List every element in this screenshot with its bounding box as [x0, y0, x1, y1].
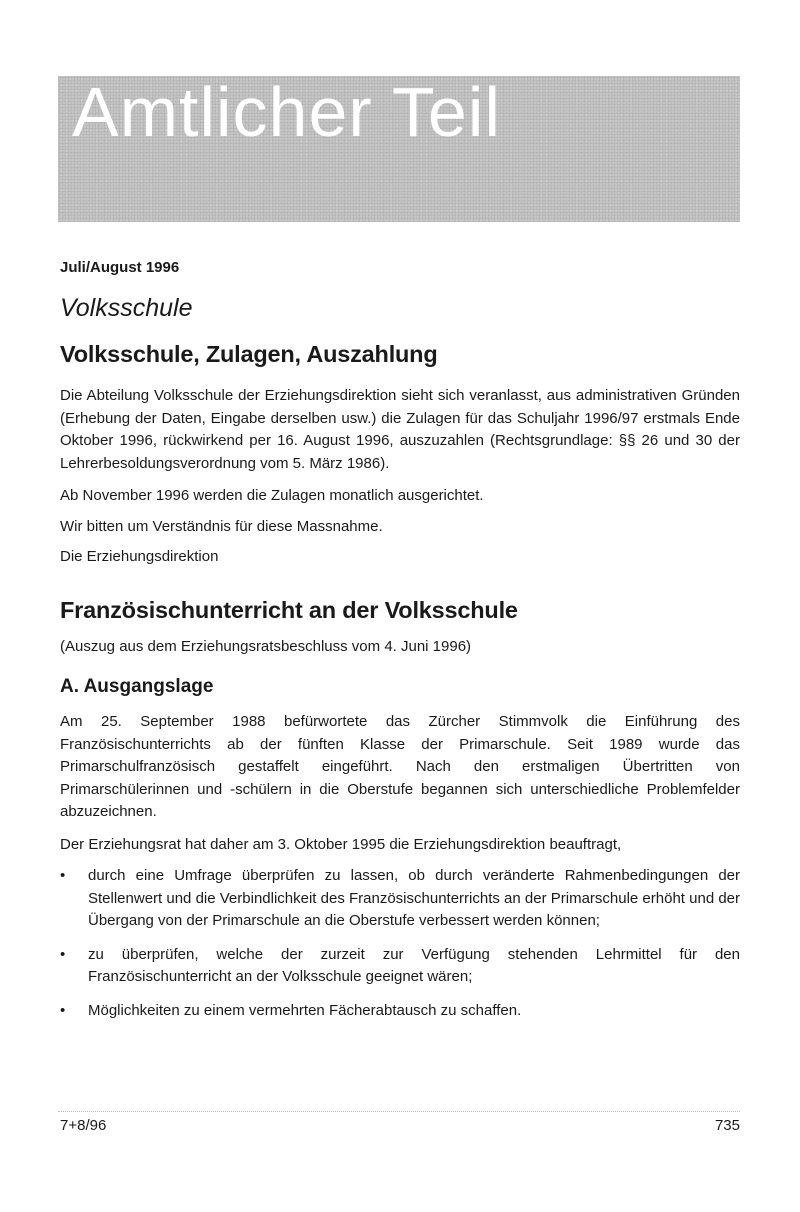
paragraph: Am 25. September 1988 befürwortete das Zürcher Stimmvolk die Einführung des Französischunterrichts ab der fünften Klasse der Primarschule. Seit 1989 wurde das Primarschulfranzösisch gestaffelt eingeführt. Nach den erstmaligen Übertritten von Primarschülerinnen und -schülern in die Oberstufe begannen sich unterschiedliche Problemfelder abzuzeichnen.: [60, 713, 740, 820]
paragraph: Wir bitten um Verständnis für diese Massnahme.: [60, 517, 383, 535]
bullet-list: [60, 865, 740, 1022]
list-item: [60, 1000, 740, 1023]
list-item-text: zu überprüfen, welche der zurzeit zur Verfügung stehenden Lehrmittel für den Französischunterricht an der Volksschule geeignet wären;: [88, 945, 740, 985]
footer-divider: [58, 1111, 740, 1112]
paragraph: Ab November 1996 werden die Zulagen monatlich ausgerichtet.: [60, 487, 484, 504]
section-body-ausgangslage: [60, 711, 740, 1033]
footer-issue: 7+8/96: [60, 1117, 107, 1134]
article-subtitle: (Auszug aus dem Erziehungsratsbeschluss vom 4. Juni 1996): [60, 638, 472, 655]
list-item-text: Möglichkeiten zu einem vermehrten Fächerabtausch zu schaffen.: [88, 1001, 522, 1019]
bullet-icon: •: [60, 1001, 66, 1019]
article-title-franzoesisch: Französischunterricht an der Volksschule: [60, 597, 518, 623]
list-item-text: durch eine Umfrage überprüfen zu lassen, ob durch veränderte Rahmenbedingungen der Stellenwert und die Verbindlichkeit des Französischunterrichts an der Primarschule erhöht und der Übergang von der Primarschule an die Oberstufe verbessert werden können;: [88, 867, 741, 929]
article-body-zulagen: [60, 385, 740, 579]
paragraph: Der Erziehungsrat hat daher am 3. Oktober 1995 die Erziehungsdirektion beauftragt,: [60, 835, 622, 853]
header-banner: [58, 76, 740, 222]
list-item: [60, 865, 740, 933]
section-heading-ausgangslage: A. Ausgangslage: [60, 676, 214, 697]
signature-line: Die Erziehungsdirektion: [60, 548, 219, 565]
paragraph: Die Abteilung Volksschule der Erziehungsdirektion sieht sich veranlasst, aus administrativen Gründen (Erhebung der Daten, Eingabe derselben usw.) die Zulagen für das Schuljahr 1996/97 erstmals Ende Oktober 1996, rückwirkend per 16. August 1996, auszuzahlen (Rechtsgrundlage: §§ 26 und 30 der Lehrerbesoldungsverordnung vom 5. März 1986).: [60, 387, 740, 472]
banner-title: Amtlicher Teil: [72, 76, 501, 151]
section-label: Volksschule: [60, 294, 193, 322]
issue-date: Juli/August 1996: [60, 259, 180, 276]
bullet-icon: •: [60, 945, 66, 963]
list-item: [60, 944, 740, 989]
article-title-zulagen: Volksschule, Zulagen, Auszahlung: [60, 341, 438, 367]
page-number: 735: [714, 1117, 740, 1134]
bullet-icon: •: [60, 867, 66, 884]
